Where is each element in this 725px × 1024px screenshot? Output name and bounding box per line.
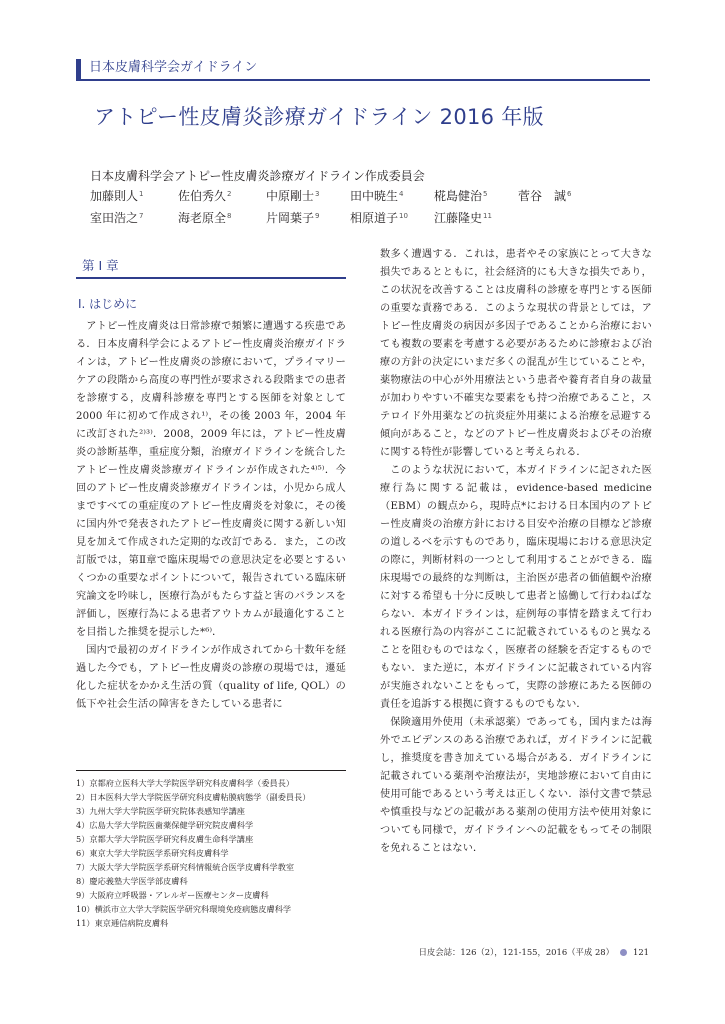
journal-footer bbox=[419, 946, 649, 958]
author: 江藤隆史$^{11}$ bbox=[434, 211, 492, 225]
journal-citation: 日皮会誌：126（2），121-155，2016（平成 28） bbox=[418, 947, 614, 957]
author: 海老原全$^8$ bbox=[178, 211, 232, 225]
chapter-heading: 第 I 章 bbox=[76, 258, 346, 279]
series-header bbox=[76, 59, 650, 81]
author: 佐伯秀久$^2$ bbox=[178, 189, 232, 203]
paragraph: 国内で最初のガイドラインが作成されてから十数年を経過した今でも，アトピー性皮膚炎の診療の現場では，遷延化した症状をかかえ生活の質（quality of life, QOL）の低下や社会生活の障害をきたしている患者に bbox=[76, 645, 346, 710]
footnote: 4）広島大学大学院医歯薬保健学研究院皮膚科学 bbox=[76, 820, 254, 830]
footnote: 10）横浜市立大学大学院医学研究科環境免疫病態皮膚科学 bbox=[76, 904, 292, 914]
author: 中原剛士$^3$ bbox=[266, 189, 320, 203]
footnote: 3）九州大学大学院医学研究院体表感知学講座 bbox=[76, 806, 245, 816]
paragraph: 保険適用外使用（未承認薬）であっても，国内または海外でエビデンスのある治療であれば，ガイドラインに記載し，推奨度を書き加えている場合がある．ガイドラインに記載されている薬剤や治療法が，実地診療において自由に使用可能であるという考えは正しくない．添付文書で禁忌や慎重投与などの記載がある薬剤の使用方法や使用対象についても同様で，ガイドラインへの記載をもってその制限を免れることはない． bbox=[380, 717, 652, 854]
committee-name: 日本皮膚科学会アトピー性皮膚炎診療ガイドライン作成委員会 bbox=[90, 169, 425, 183]
author: 相原道子$^{10}$ bbox=[350, 211, 408, 225]
footnote: 11）東京逓信病院皮膚科 bbox=[76, 918, 169, 928]
footnote: 2）日本医科大学大学院医学研究科皮膚粘膜病態学（副委員長） bbox=[76, 792, 311, 802]
footnote: 7）大阪大学大学院医学系研究科情報統合医学皮膚科学教室 bbox=[76, 862, 295, 872]
series-label: 日本皮膚科学会ガイドライン bbox=[89, 60, 258, 75]
author: 室田浩之$^7$ bbox=[90, 211, 144, 225]
footnote: 8）慶応義塾大学医学部皮膚科 bbox=[76, 876, 188, 886]
footnote: 6）東京大学大学院医学系研究科皮膚科学 bbox=[76, 848, 229, 858]
footnote: 1）京都府立医科大学大学院医学研究科皮膚科学（委員長） bbox=[76, 778, 295, 788]
page-number: 121 bbox=[633, 947, 649, 957]
footnote: 5）京都大学大学院医学研究科皮膚生命科学講座 bbox=[76, 834, 254, 844]
author: 菅谷 誠$^6$ bbox=[518, 189, 572, 203]
author: 椛島健治$^5$ bbox=[434, 189, 488, 203]
author-list bbox=[90, 186, 590, 227]
author: 田中暁生$^4$ bbox=[350, 189, 404, 203]
paragraph: アトピー性皮膚炎は日常診療で頻繁に遭遇する疾患である．日本皮膚科学会によるアトピー性皮膚炎治療ガイドラインは，アトピー性皮膚炎の診療において，プライマリーケアの段階から高度の専門性が要求される段階までの患者を診療する，皮膚科診療を専門とする医師を対象として 2000 年に初めて作成され¹⁾，その後 2003 年，2004 年に改訂された²⁾³⁾．2008，2009 年には，アトピー性皮膚炎の診断基準，重症度分類，治療ガイドラインを統合したアトピー性皮膚炎診療ガイドラインが作成された⁴⁾⁵⁾．今回のアトピー性皮膚炎診療ガイドラインは，小児から成人まですべての重症度のアトピー性皮膚炎を対象に，その後に国内外で発表されたアトピー性皮膚炎に関する新しい知見を加えて作成された定期的な改訂である．また，この改訂版では，第Ⅱ章で臨床現場での意思決定を必要とするいくつかの重要なポイントについて，報告されている臨床研究論文を吟味し，医療行為がもたらす益と害のバランスを評価し，医療行為による患者アウトカムが最適化することを目指した推奨を提示した*⁶⁾． bbox=[76, 321, 346, 638]
paragraph: このような状況において，本ガイドラインに記された医療行為に関する記載は，evidence-based medicine（EBM）の観点から，現時点*における日本国内のアトピー性皮膚炎の治療方針における目安や治療の目標など診療の道しるべを示すものであり，臨床現場における意思決定の際に，判断材料の一つとして利用することができる．臨床現場での最終的な判断は，主治医が患者の価値観や治療に対する希望も十分に反映して患者と協働して行わねばならない．本ガイドラインは，症例毎の事情を踏まえて行われる医療行為の内容がここに記載されているものと異なることを阻むものではなく，医療者の経験を否定するものでもない．また逆に，本ガイドラインに記載されている内容が実施されないことをもって，実際の診療にあたる医師の責任を追訴する根拠に資するものでもない． bbox=[380, 465, 652, 710]
left-column bbox=[76, 258, 346, 714]
author: 片岡葉子$^9$ bbox=[266, 211, 320, 225]
right-column bbox=[380, 246, 652, 858]
author: 加藤則人$^1$ bbox=[90, 189, 144, 203]
footnote: 9）大阪府立呼吸器・アレルギー医療センター皮膚科 bbox=[76, 890, 269, 900]
affiliation-footnotes bbox=[76, 770, 346, 930]
page-title: アトピー性皮膚炎診療ガイドライン 2016 年版 bbox=[94, 105, 544, 129]
paragraph: 数多く遭遇する．これは，患者やその家族にとって大きな損失であるとともに，社会経済的にも大きな損失であり，この状況を改善することは皮膚科の診療を専門とする医師の重要な責務である．このような現状の背景としては，アトピー性皮膚炎の病因が多因子であることから治療においても複数の要素を考慮する必要があるために診療および治療の方針の決定にいまだ多くの混乱が生じていることや，薬物療法の中心が外用療法という患者や養育者自身の裁量が加わりやすい不確実な要素をも持つ治療であること，ステロイド外用薬などの抗炎症外用薬による治療を忌避する傾向があること，などのアトピー性皮膚炎およびその治療に関する特性が影響していると考えられる． bbox=[380, 249, 652, 458]
section-heading: I. はじめに bbox=[78, 297, 138, 311]
bullet-dot-icon bbox=[620, 949, 627, 956]
